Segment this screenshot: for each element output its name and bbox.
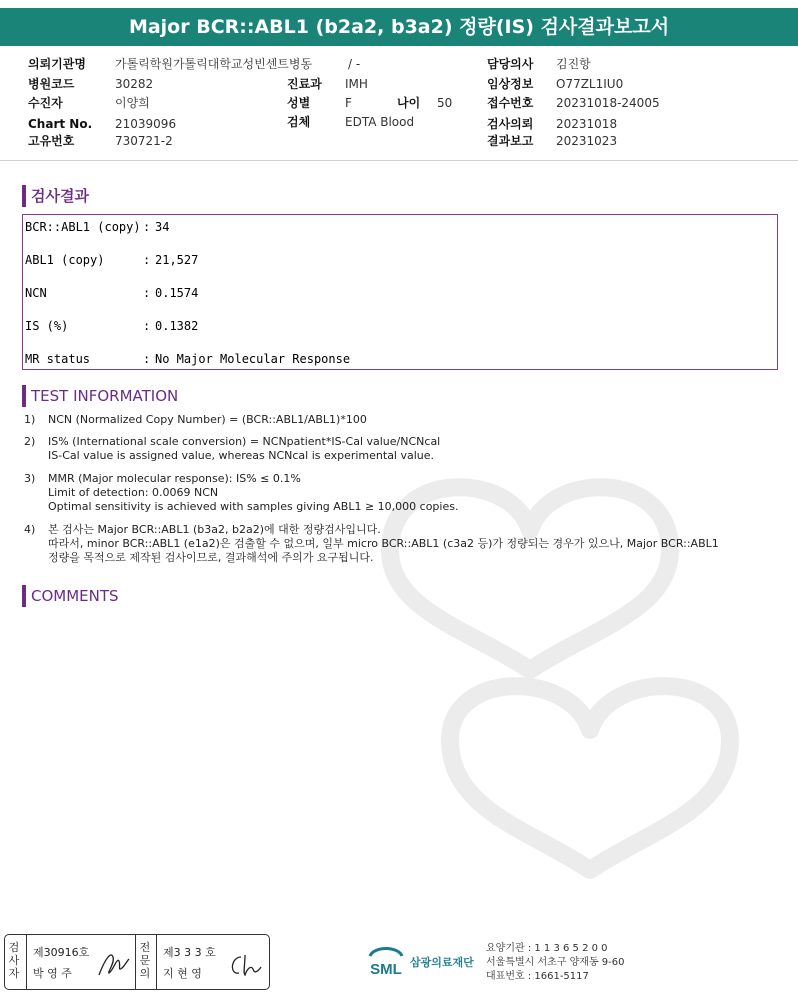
sex-value: F [345,96,352,110]
doctor-label: 담당의사 [487,57,534,71]
signature-box [4,934,270,990]
item-line: 정량을 목적으로 제작된 검사이므로, 결과해석에 주의가 요구됩니다. [48,551,374,564]
report-date-value: 20231023 [556,134,618,148]
item-line: 따라서, minor BCR::ABL1 (e1a2)은 검출할 수 없으며, 일부 micro BCR::ABL1 (c3a2 등)가 정량되는 경우가 있으나, Major BCR::ABL1 [48,537,719,550]
examiner-label: 검사자 [8,941,20,980]
report-footer [0,934,798,994]
org-name: 삼광의료재단 [410,956,474,969]
department-label: 진료과 [287,77,322,91]
result-value: 34 [155,220,170,234]
result-value: 0.1574 [155,286,199,300]
examiner-license: 제30916호 [33,946,90,959]
result-label: ABL1 (copy) [25,253,105,267]
receipt-no-value: 20231018-24005 [556,96,660,110]
result-sep: : [143,286,151,300]
unique-no-label: 고유번호 [28,134,75,148]
result-value: No Major Molecular Response [155,352,351,366]
institution-value: 가톨릭학원가톨릭대학교성빈센트병동 [115,57,313,71]
hospital-code-label: 병원코드 [28,77,75,91]
item-number: 3) [24,472,36,485]
results-box [22,214,778,370]
item-line: IS% (International scale conversion) = NCNpatient*IS-Cal value/NCNcal [48,435,441,448]
sml-logo-icon [366,942,406,978]
chart-no-label: Chart No. [28,117,93,131]
examiner-name: 박 영 주 [33,967,72,980]
chart-no-value: 21039096 [115,117,177,131]
address-line: 서울특별시 서초구 양재동 9-60 [486,957,625,968]
item-line: IS-Cal value is assigned value, whereas NCNcal is experimental value. [48,449,435,462]
clinical-label: 임상정보 [487,77,534,91]
logo-text: SML [370,961,402,978]
request-date-value: 20231018 [556,117,618,131]
result-label: MR status [25,352,91,366]
comments-heading: COMMENTS [22,585,119,607]
examiner-signature [97,949,131,979]
item-line: MMR (Major molecular response): IS% ≤ 0.1% [48,472,301,485]
divider [26,935,27,989]
specialist-license: 제3 3 3 호 [163,946,216,959]
address-line: 요양기관 : 1 1 3 6 5 2 0 0 [486,943,608,954]
item-number: 2) [24,435,36,448]
result-label: IS (%) [25,319,69,333]
specialist-name: 지 현 영 [163,967,202,980]
age-value: 50 [437,96,453,110]
item-number: 1) [24,413,36,426]
institution-label: 의뢰기관명 [28,57,86,71]
specialist-signature [227,951,263,979]
hospital-code-value: 30282 [115,77,154,91]
patient-value: 이양희 [115,96,150,110]
item-line: 본 검사는 Major BCR::ABL1 (b3a2, b2a2)에 대한 정량검사입니다. [48,523,381,536]
report-date-label: 결과보고 [487,134,534,148]
specimen-value: EDTA Blood [345,115,415,129]
specialist-label: 전문의 [139,941,151,980]
test-info-heading: TEST INFORMATION [22,385,178,407]
result-sep: : [143,253,151,267]
item-number: 4) [24,523,36,536]
result-value: 0.1382 [155,319,199,333]
request-date-label: 검사의뢰 [487,117,534,131]
item-line: NCN (Normalized Copy Number) = (BCR::ABL1/ABL1)*100 [48,413,367,426]
address-line: 대표번호 : 1661-5117 [486,971,589,982]
report-title: Major BCR::ABL1 (b2a2, b3a2) 정량(IS) 검사결과보고서 [0,8,798,46]
sex-label: 성별 [287,96,311,110]
unique-no-value: 730721-2 [115,134,173,148]
doctor-value: 김진항 [556,57,591,71]
results-heading: 검사결과 [22,185,89,207]
header-divider [0,160,798,161]
item-line: Limit of detection: 0.0069 NCN [48,486,219,499]
result-sep: : [143,220,151,234]
specimen-label: 검체 [287,115,311,129]
result-label: BCR::ABL1 (copy) [25,220,141,234]
receipt-no-label: 접수번호 [487,96,534,110]
age-label: 나이 [397,96,421,110]
item-line: Optimal sensitivity is achieved with samples giving ABL1 ≥ 10,000 copies. [48,500,459,513]
clinical-value: O77ZL1IU0 [556,77,624,91]
result-value: 21,527 [155,253,199,267]
patient-label: 수진자 [28,96,63,110]
patient-info-panel [0,52,798,156]
divider [135,935,136,989]
institution-extra: / - [348,57,361,71]
result-sep: : [143,319,151,333]
department-value: IMH [345,77,368,91]
result-label: NCN [25,286,47,300]
result-sep: : [143,352,151,366]
divider [156,935,157,989]
